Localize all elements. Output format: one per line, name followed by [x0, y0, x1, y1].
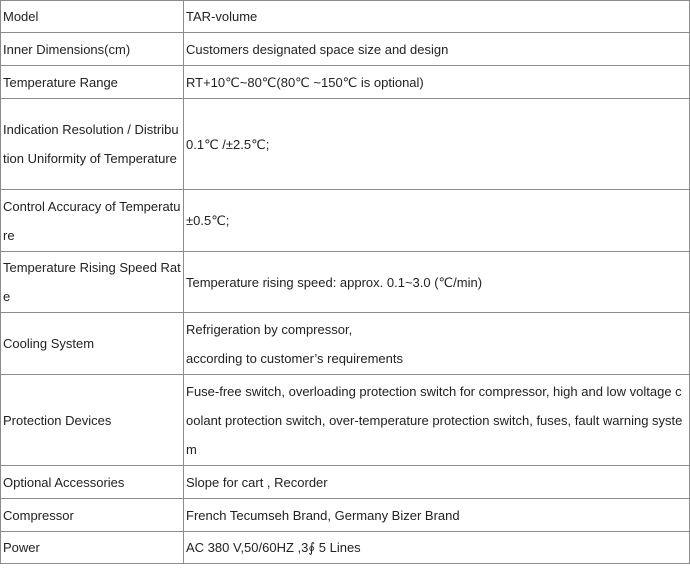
row-label: Temperature Rising Speed Rate [1, 252, 184, 313]
table-row [1, 190, 690, 252]
row-label: Temperature Range [1, 66, 184, 99]
row-label: Optional Accessories [1, 466, 184, 499]
table-row [1, 532, 690, 564]
table-row [1, 99, 690, 190]
row-value: AC 380 V,50/60HZ ,3∮ 5 Lines [184, 532, 690, 564]
row-label: Compressor [1, 499, 184, 532]
row-label: Power [1, 532, 184, 564]
row-value: RT+10℃~80℃(80℃ ~150℃ is optional) [184, 66, 690, 99]
table-row [1, 313, 690, 375]
table-row [1, 375, 690, 466]
row-value [184, 313, 690, 375]
table-row [1, 1, 690, 33]
table-row [1, 252, 690, 313]
row-label: Model [1, 1, 184, 33]
row-value: Temperature rising speed: approx. 0.1~3.0 (℃/min) [184, 252, 690, 313]
row-label: Indication Resolution / Distribution Uniformity of Temperature [1, 99, 184, 190]
value-line: Refrigeration by compressor, [186, 321, 353, 337]
row-label: Protection Devices [1, 375, 184, 466]
row-value: 0.1℃ /±2.5℃; [184, 99, 690, 190]
row-label: Inner Dimensions(cm) [1, 33, 184, 66]
row-label: Control Accuracy of Temperature [1, 190, 184, 252]
row-value: Fuse-free switch, overloading protection switch for compressor, high and low voltage coolant protection switch, over-temperature protection switch, fuses, fault warning system [184, 375, 690, 466]
row-value: ±0.5℃; [184, 190, 690, 252]
row-value: Customers designated space size and design [184, 33, 690, 66]
row-value: TAR-volume [184, 1, 690, 33]
row-value: Slope for cart , Recorder [184, 466, 690, 499]
row-label: Cooling System [1, 313, 184, 375]
table-row [1, 499, 690, 532]
table-row [1, 466, 690, 499]
table-row [1, 33, 690, 66]
value-line: according to customer’s requirements [186, 350, 404, 366]
row-value: French Tecumseh Brand, Germany Bizer Brand [184, 499, 690, 532]
table-row [1, 66, 690, 99]
